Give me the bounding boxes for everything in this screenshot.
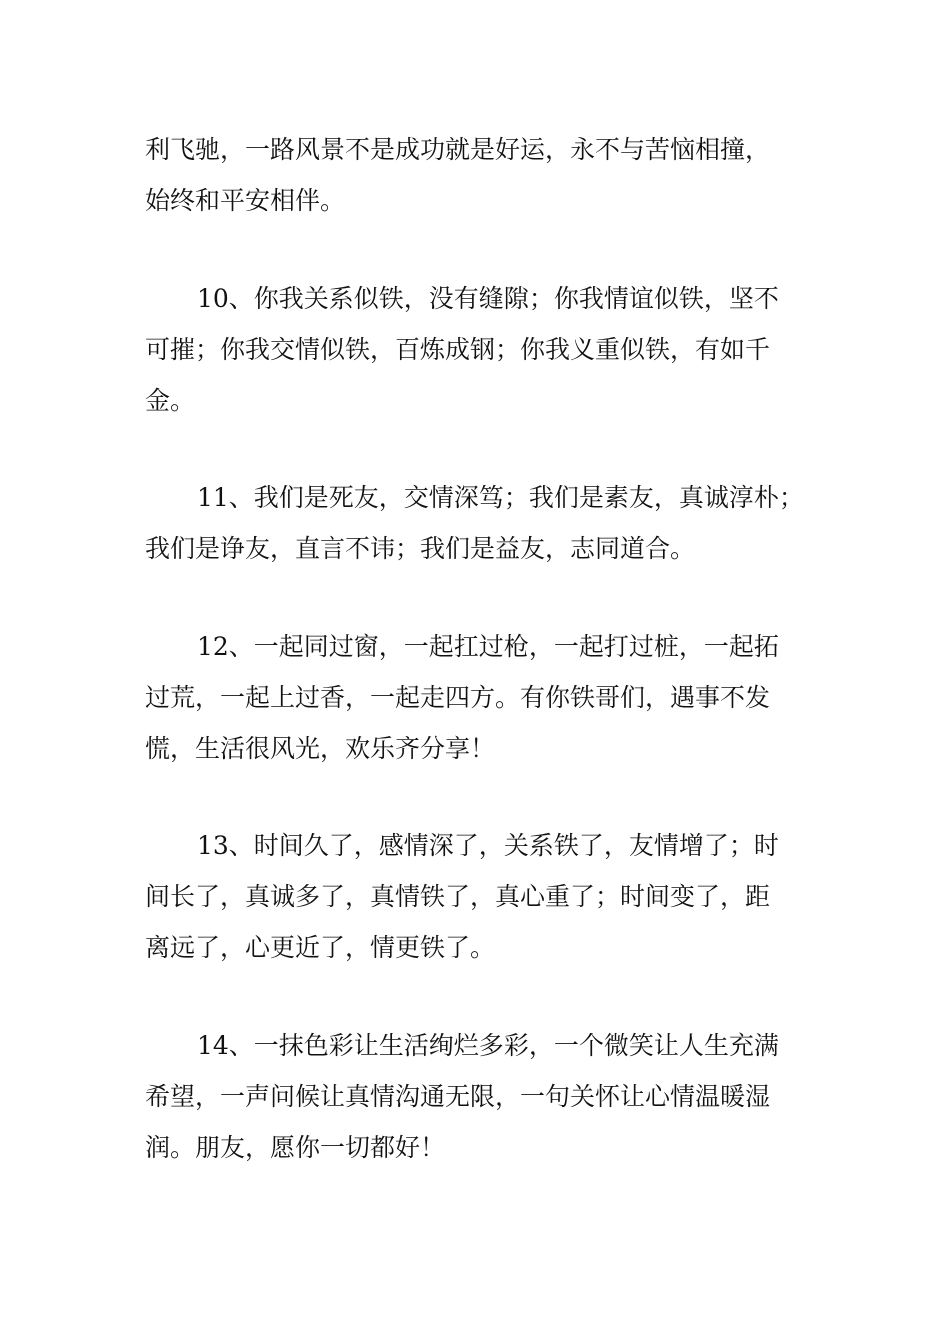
text-line: 希望，一声问候让真情沟通无限，一句关怀让心情温暖湿 (145, 1082, 771, 1111)
text-line: 利飞驰，一路风景不是成功就是好运，永不与苦恼相撞， (145, 135, 771, 164)
paragraph-item-13 (145, 820, 835, 973)
text-line: 慌，生活很风光，欢乐齐分享！ (145, 734, 496, 763)
text-line: 过荒，一起上过香，一起走四方。有你铁哥们，遇事不发 (145, 683, 771, 712)
text-line: 润。朋友，愿你一切都好！ (145, 1133, 446, 1162)
text-line: 可摧；你我交情似铁，百炼成钢；你我义重似铁，有如千 (145, 335, 771, 364)
paragraph-item-12 (145, 621, 835, 774)
text-line: 离远了，心更近了，情更铁了。 (145, 933, 496, 962)
text-line: 间长了，真诚多了，真情铁了，真心重了；时间变了，距 (145, 882, 771, 911)
text-line: 10、你我关系似铁，没有缝隙；你我情谊似铁，坚不 (197, 284, 779, 313)
text-line: 13、时间久了，感情深了，关系铁了，友情增了；时 (197, 831, 779, 860)
text-line: 金。 (145, 386, 196, 415)
text-line: 12、一起同过窗，一起扛过枪，一起打过桩，一起拓 (197, 632, 779, 661)
text-line: 始终和平安相伴。 (145, 186, 346, 215)
text-line: 11、我们是死友，交情深笃；我们是素友，真诚淳朴； (197, 483, 804, 512)
paragraph-item-14 (145, 1020, 835, 1173)
paragraph-item-11 (145, 472, 835, 574)
paragraph-item-10 (145, 273, 835, 426)
paragraph-continuation (145, 124, 835, 226)
text-line: 我们是诤友，直言不讳；我们是益友，志同道合。 (145, 534, 696, 563)
text-line: 14、一抹色彩让生活绚烂多彩，一个微笑让人生充满 (197, 1031, 779, 1060)
